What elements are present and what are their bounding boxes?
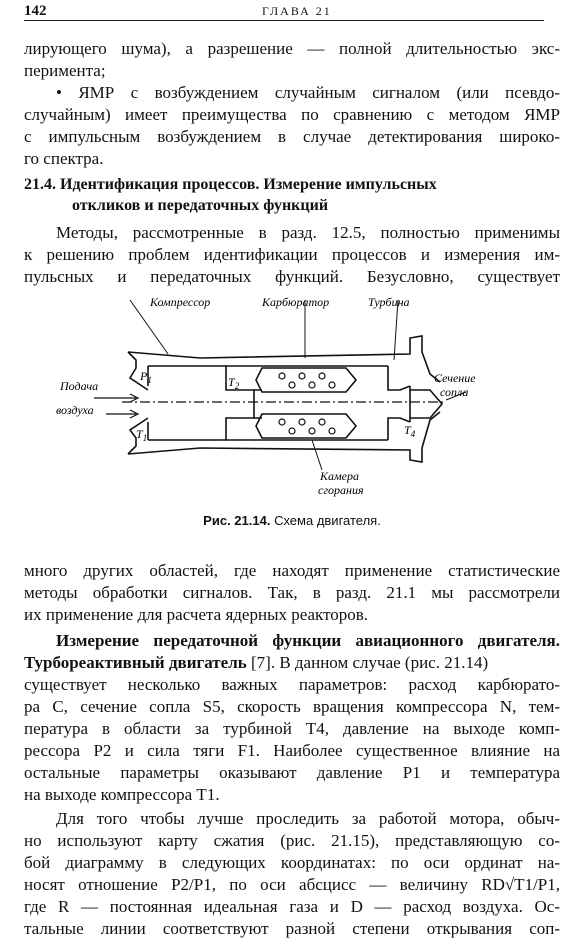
label-air-supply-2: воздуха (56, 403, 94, 417)
subsection-heading-cont: Турбореактивный двигатель (24, 653, 247, 672)
page-header (24, 4, 544, 21)
chamber-top (256, 368, 356, 392)
section-title-line2: откликов и передаточных функций (72, 197, 329, 214)
text-line: много других областей, где находят применение статистические (24, 561, 560, 580)
text-line: • ЯМР с возбуждением случайным сигналом (или псевдо- (56, 83, 560, 102)
text-line: рессора P2 и сила тяги F1. Наиболее существенное влияние на (24, 741, 560, 760)
text-line: Для того чтобы лучше проследить за работой мотора, обыч- (56, 809, 560, 828)
label-t1: $T_1$ (136, 427, 148, 443)
housing-top (128, 336, 440, 382)
subsection-heading: Измерение передаточной функции авиационного двигателя. (56, 631, 560, 650)
text-line: но используют карту сжатия (рис. 21.15), представляющую со- (24, 831, 560, 850)
leader-turbine (394, 300, 398, 360)
leader-chamber (312, 440, 322, 470)
text-line: носят отношение P2/P1, по оси абсцисс — величину RD√T1/P1, (24, 875, 560, 894)
caption-label: Рис. 21.14. (203, 513, 271, 528)
text-line: тальные линии соответствуют разной степени открывания соп- (24, 919, 560, 938)
text-line: существует несколько важных параметров: расход карбюрато- (24, 675, 560, 694)
text-line: методы обработки сигналов. Так, в разд. 21.1 мы рассмотрели (24, 583, 560, 602)
text-line: бой диаграмму в следующих координатах: по оси ординат на- (24, 853, 560, 872)
text-line: ра C, сечение сопла S5, скорость вращения компрессора N, тем- (24, 697, 560, 716)
running-head: ГЛАВА 21 (262, 4, 332, 18)
text-line: пульсных и передаточных функций. Безусловно, существует (24, 267, 560, 286)
compressor-outline (148, 366, 254, 440)
page-number: 142 (24, 3, 47, 19)
section-number: 21.4. (24, 176, 56, 193)
text-line: с импульсным возбуждением в случае детектирования широко- (24, 127, 560, 146)
label-chamber-2: сгорания (318, 483, 364, 497)
air-inlet-arrow (94, 394, 138, 402)
text-line: перимента; (24, 61, 106, 80)
text-line-rest: [7]. В данном случае (рис. 21.14) (246, 653, 489, 672)
figure-caption (0, 513, 584, 528)
engine-diagram (50, 290, 550, 506)
label-nozzle-1: Сечение (434, 371, 476, 385)
section-heading (24, 174, 437, 195)
label-nozzle-2: сопла (440, 385, 469, 399)
label-compressor: Компрессор (150, 295, 211, 309)
text-line: го спектра. (24, 149, 104, 168)
text-line: пература в области за турбиной T4, давление на выходе комп- (24, 719, 560, 738)
text-line: где R — постоянная идеальная газа и D — расход воздуха. Ос- (24, 897, 560, 916)
label-t4: $T_4$ (404, 423, 416, 439)
text-line: Методы, рассмотренные в разд. 12.5, полностью применимы (56, 223, 560, 242)
label-turbine: Турбина (368, 295, 410, 309)
caption-text: Схема двигателя. (274, 513, 381, 528)
label-t2: $T_2$ (228, 375, 240, 391)
text-line: остальные параметры оказывают давление P1 и температура (24, 763, 560, 782)
label-carburetor: Карбюратор (262, 295, 330, 309)
text-line: их применение для расчета ядерных реакторов. (24, 605, 369, 624)
text-line (24, 652, 560, 674)
text-line: на выходе компрессора T1. (24, 785, 220, 804)
label-p1: $P_1$ (140, 369, 152, 385)
label-chamber-1: Камера (320, 469, 359, 483)
label-air-supply-1: Подача (60, 379, 99, 393)
text-line: случайным) имеет преимущества по сравнению с методом ЯМР (24, 105, 560, 124)
text-line: к решению проблем идентификации процессов и измерения им- (24, 245, 560, 264)
section-title-line1: Идентификация процессов. Измерение импульсных (60, 176, 437, 193)
chamber-bottom (256, 414, 356, 438)
text-line: лирующего шума), а разрешение — полной длительностью экс- (24, 39, 560, 58)
